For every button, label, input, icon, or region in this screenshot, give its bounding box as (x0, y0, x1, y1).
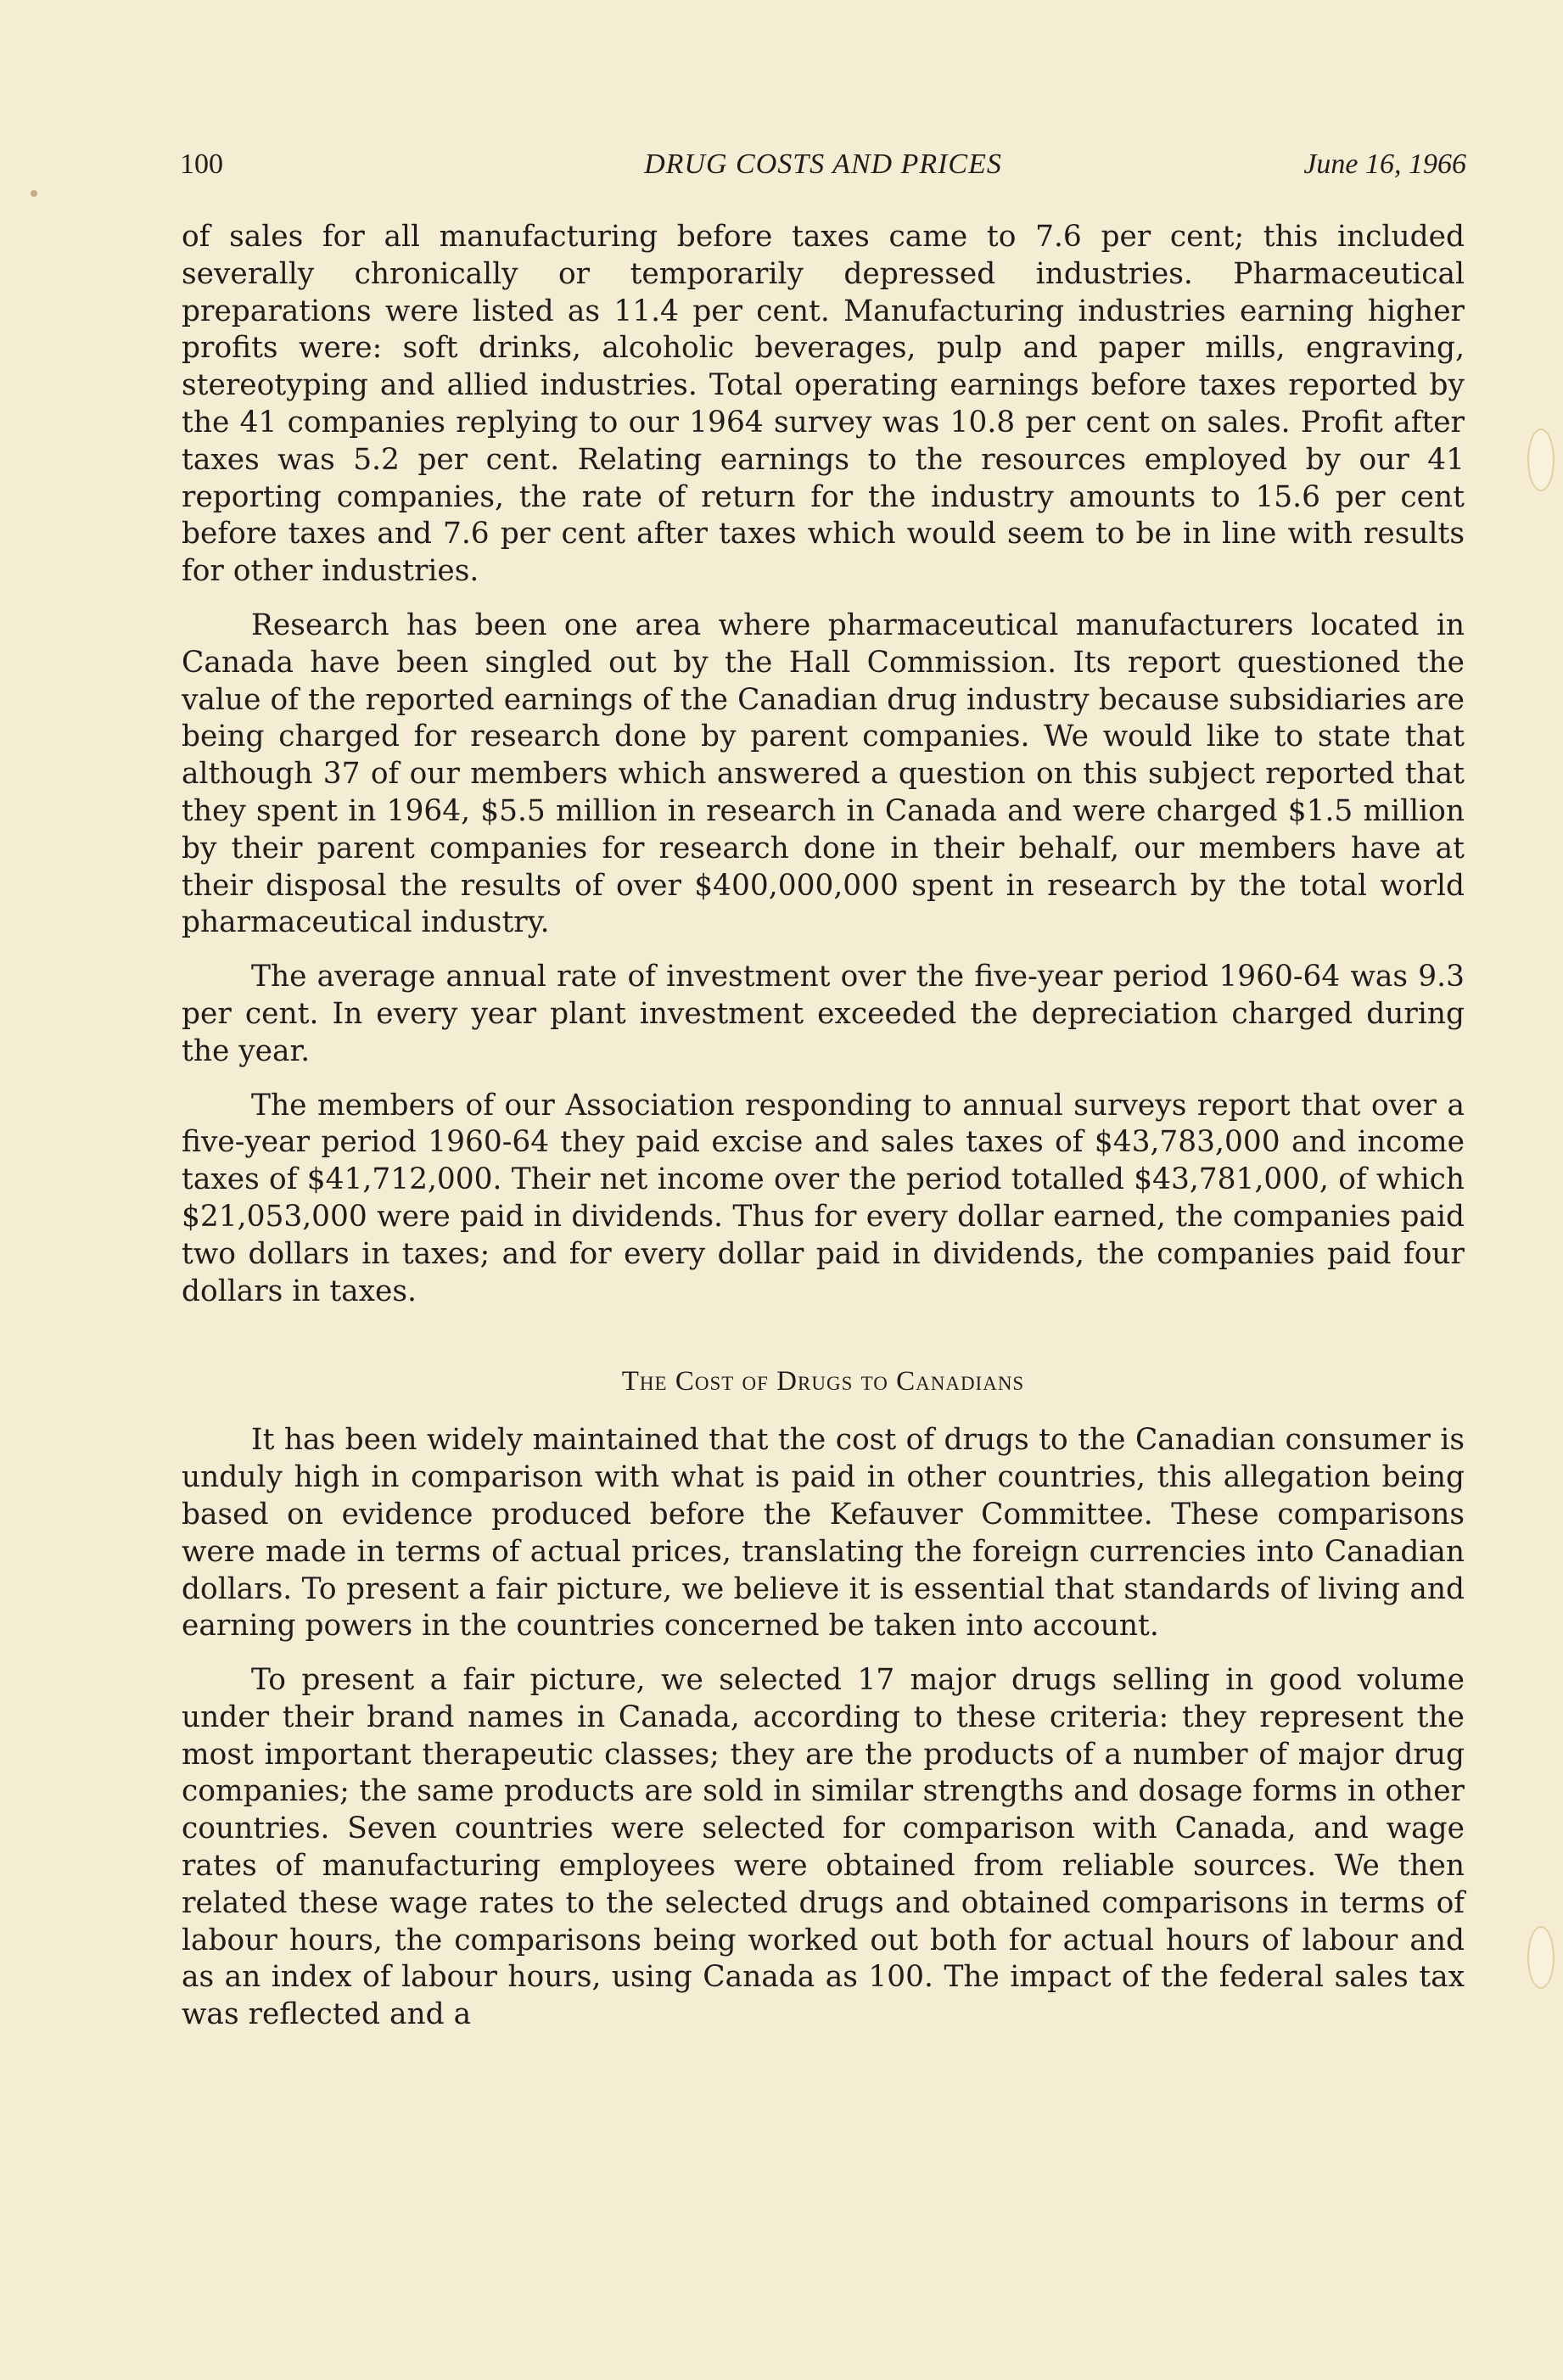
paragraph: of sales for all manufacturing before taxes came to 7.6 per cent; this included severally chronically or temporarily depressed industries. Pharmaceutical preparations were listed as 11.4 per cent. Manufacturing industries earning higher profits were: soft drinks, alcoholic beverages, pulp and paper mills, engraving, stereotyping and allied industries. Total operating earnings before taxes reported by the 41 companies replying to our 1964 survey was 10.8 per cent on sales. Profit after taxes was 5.2 per cent. Relating earnings to the resources employed by our 41 reporting companies, the rate of return for the industry amounts to 15.6 per cent before taxes and 7.6 per cent after taxes which would seem to be in line with results for other industries. (182, 220, 1465, 589)
section-heading: The Cost of Drugs to Canadians (621, 1366, 1025, 1397)
paragraph: The average annual rate of investment over the five-year period 1960-64 was 9.3 per cent. In every year plant investment exceeded the depreciation charged during the year. (182, 960, 1465, 1068)
paragraph: It has been widely maintained that the cost of drugs to the Canadian consumer is unduly high in comparison with what is paid in other countries, this allegation being based on evidence produced before the Kefauver Committee. These comparisons were made in terms of actual prices, translating the foreign currencies into Canadian dollars. To present a fair picture, we believe it is essential that standards of living and earning powers in the countries concerned be taken into account. (182, 1423, 1465, 1644)
paragraph: Research has been one area where pharmaceutical manufacturers located in Canada have been singled out by the Hall Commission. Its report questioned the value of the reported earnings of the Canadian drug industry because subsidiaries are being charged for research done by parent companies. We would like to state that although 37 of our members which answered a question on this subject reported that they spent in 1964, $5.5 million in research in Canada and were charged $1.5 million by their parent companies for research done in their behalf, our members have at their disposal the results of over $400,000,000 spent in research by the total world pharmaceutical industry. (182, 608, 1465, 940)
header-date: June 16, 1966 (1303, 148, 1466, 180)
page-edge-mark (1527, 428, 1555, 491)
running-header (180, 146, 1466, 183)
paragraph: To present a fair picture, we selected 17 major drugs selling in good volume under their brand names in Canada, according to these criteria: they represent the most important therapeutic classes; they are the products of a number of major drug companies; the same products are sold in similar strengths and dosage forms in other countries. Seven countries were selected for comparison with Canada, and wage rates of manufacturing employees were obtained from reliable sources. We then related these wage rates to the selected drugs and obtained comparisons in terms of labour hours, the comparisons being worked out both for actual hours of labour and as an index of labour hours, using Canada as 100. The impact of the federal sales tax was reflected and a (182, 1663, 1465, 2032)
paragraph: The members of our Association responding to annual surveys report that over a five-year period 1960-64 they paid excise and sales taxes of $43,783,000 and income taxes of $41,712,000. Their net income over the period totalled $43,781,000, of which $21,053,000 were paid in dividends. Thus for every dollar earned, the companies paid two dollars in taxes; and for every dollar paid in dividends, the companies paid four dollars in taxes. (182, 1088, 1465, 1308)
page-edge-mark (1527, 1926, 1555, 1989)
page-number: 100 (180, 148, 223, 180)
running-title: DRUG COSTS AND PRICES (644, 148, 1002, 180)
margin-speck (31, 190, 37, 197)
body-text (182, 219, 1465, 2051)
